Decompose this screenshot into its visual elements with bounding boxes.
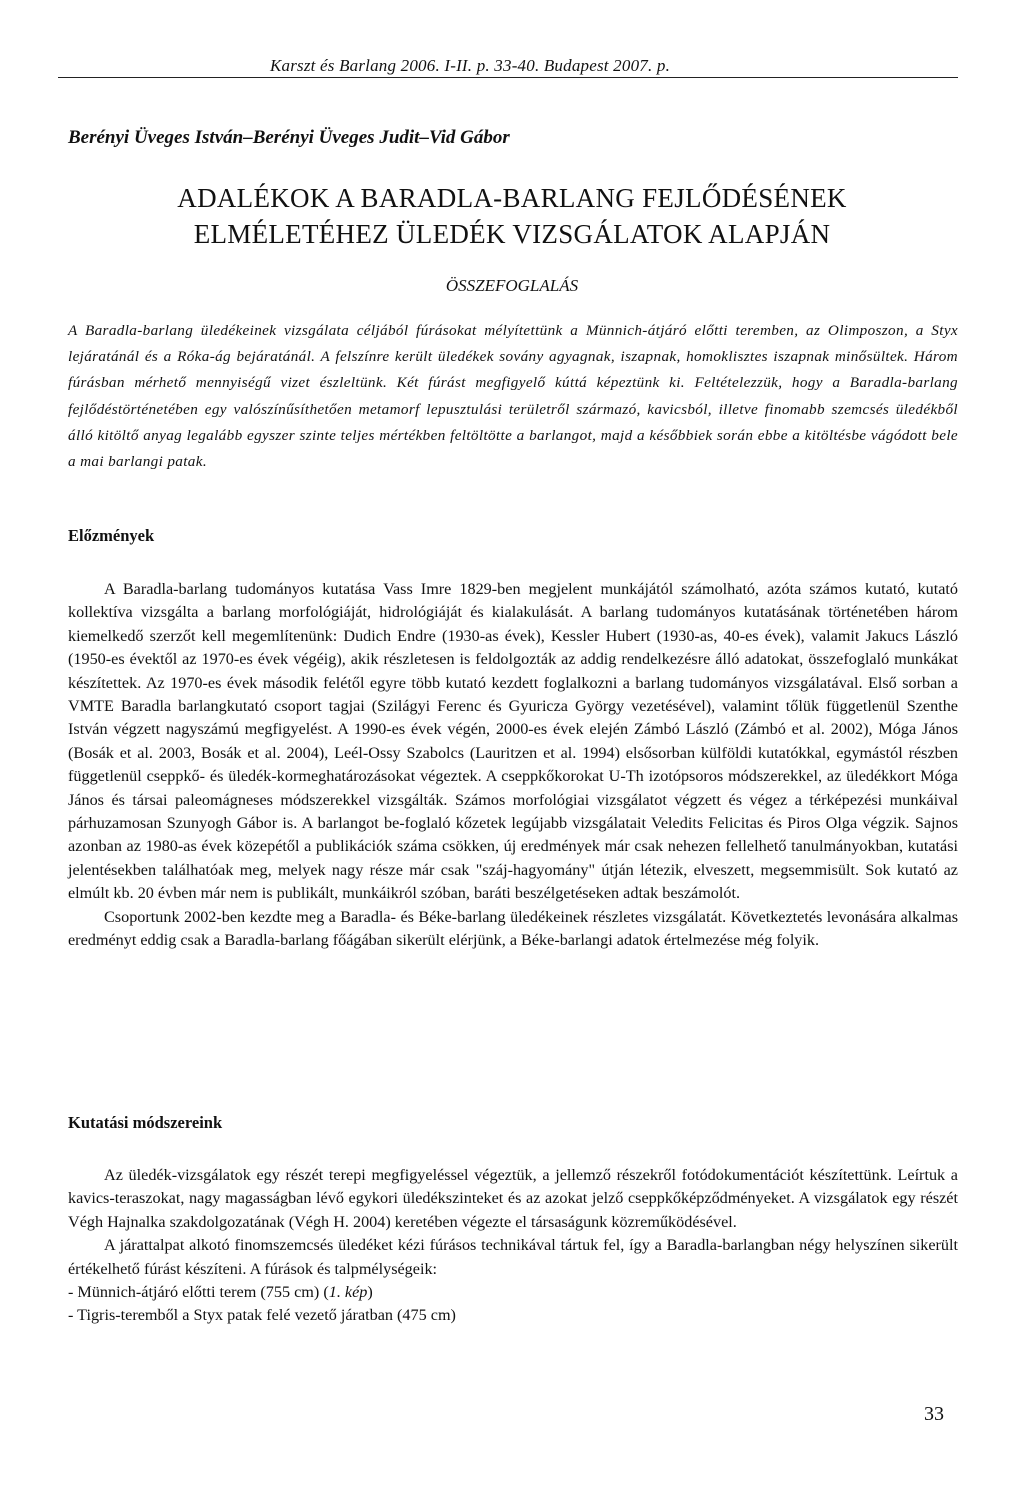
paragraph: A járattalpat alkotó finomszemcsés üledéket kézi fúrásos technikával tártuk fel, így a Baradla-barlangban négy helyszínen sikerült értékelhető fúrást készíteni. A fúrások és talpmélységeik: <box>68 1236 958 1278</box>
section-heading-modszerek: Kutatási módszereink <box>68 1113 223 1132</box>
header-rule <box>58 77 958 78</box>
article-title <box>0 180 1024 252</box>
section-body-modszerek <box>68 1164 958 1328</box>
section-heading-elozmenyek: Előzmények <box>68 526 155 545</box>
figure-reference: 1. kép <box>328 1283 368 1302</box>
paragraph: A Baradla-barlang tudományos kutatása Vass Imre 1829-ben megjelent munkájától számolható, azóta számos kutató, kutató kollektíva vizsgálta a barlang morfológiáját, hidrológiáját és kialakulását. A barlang tudományos kutatásának történetében három kiemelkedő szerzőt kell megemlítenünk: Dudich Endre (1930-as évek), Kessler Hubert (1930-as, 40-es évek), valamit Jakucs László (1950-es évektől az 1970-es évek végéig), akik részletesen is feldolgozták az addig rendelkezésre álló adatokat, összefoglaló munkákat készítettek. Az 1970-es évek második felétől egyre több kutató kezdett foglalkozni a barlang tudományos vizsgálatával. Első sorban a VMTE Baradla barlangkutató csoport tagjai (Szilágyi Ferenc és Gyuricza György vezetésével), valamint tőlük függetlenül Szenthe István végzett nagyszámú megfigyelést. A 1990-es évek végén, 2000-es évek elején Zámbó László (Zámbó et al. 2002), Móga János (Bosák et al. 2003, Bosák et al. 2004), Leél-Ossy Szabolcs (Lauritzen et al. 1994) elsősorban külföldi kutatókkal, egymástól részben függetlenül cseppkő- és üledék-kormeghatározásokat végeztek. A cseppkőkorokat U-Th izotópsoros módszerekkel, az üledékkort Móga János és társai paleomágneses módszerekkel vizsgálták. Számos morfológiai vizsgálatot végzett és végez a térképezési munkáival párhuzamosan Szunyogh Gábor is. A barlangot be-foglaló kőzetek legújabb vizsgálatait Veledits Felicitas és Piros Olga végzik. Sajnos azonban az 1980-as évek közepétől a publikációk száma csökken, új eredmények már csak nehezen fellelhető tanulmányokban, kutatási jelentésekben találhatóak meg, melyek nagy része már csak "száj-hagyomány" útján létezik, elveszett, megsemmisült. Sok kutató az elmúlt kb. 20 évben már nem is publikált, munkáikról szóban, baráti beszélgetéseken adtak beszámolót. <box>68 580 958 903</box>
summary-text: A Baradla-barlang üledékeinek vizsgálata céljából fúrásokat mélyítettünk a Münnich-átjáró előtti teremben, az Olimposzon, a Styx lejáratánál és a Róka-ág bejáratánál. A felszínre került üledékek sovány agyagnak, iszapnak, homoklisztes iszapnak minősültek. Három fúrásban mérhető mennyiségű vizet észleltünk. Két fúrást megfigyelő kúttá képeztünk ki. Feltételezzük, hogy a Baradla-barlang fejlődéstörténetében egy valószínűsíthetően metamorf lepusztulási területről származó, kavicsból, illetve finomabb szemcsés üledékből álló kitöltő anyag legalább egyszer szinte teljes mértékben feltöltötte a barlangot, majd a későbbiek során ebbe a kitöltésbe vágódott bele a mai barlangi patak. <box>68 322 958 471</box>
page-number: 33 <box>924 1403 944 1425</box>
summary-heading: ÖSSZEFOGLALÁS <box>445 276 579 295</box>
list-item <box>68 1281 958 1304</box>
list-item: - Tigris-teremből a Styx patak felé vezető járatban (475 cm) <box>68 1306 456 1325</box>
list-item-text: - Münnich-átjáró előtti terem (755 cm) ( <box>68 1283 329 1302</box>
section-body-elozmenyek <box>68 578 958 953</box>
title-line-2: ELMÉLETÉHEZ ÜLEDÉK VIZSGÁLATOK ALAPJÁN <box>193 219 831 249</box>
title-line-1: ADALÉKOK A BARADLA-BARLANG FEJLŐDÉSÉNEK <box>177 183 847 213</box>
paragraph: Az üledék-vizsgálatok egy részét terepi megfigyeléssel végeztük, a jellemző részekről fotódokumentációt készítettünk. Leírtuk a kavics-teraszokat, nagy magasságban lévő egykori üledékszinteket és az azokat jelző cseppkőképződményeket. A vizsgálatok egy részét Végh Hajnalka szakdolgozatának (Végh H. 2004) keretében végezte el társaságunk közreműködésével. <box>68 1166 958 1231</box>
paragraph: Csoportunk 2002-ben kezdte meg a Baradla- és Béke-barlang üledékeinek részletes vizsgálatát. Következtetés levonására alkalmas eredményt eddig csak a Baradla-barlang főágában sikerült elérjünk, a Béke-barlangi adatok értelmezése még folyik. <box>68 907 958 950</box>
article-authors: Berényi Üveges István–Berényi Üveges Judit–Vid Gábor <box>68 127 510 148</box>
running-head: Karszt és Barlang 2006. I-II. p. 33-40. Budapest 2007. p. <box>270 56 671 75</box>
list-item-close: ) <box>367 1283 373 1302</box>
